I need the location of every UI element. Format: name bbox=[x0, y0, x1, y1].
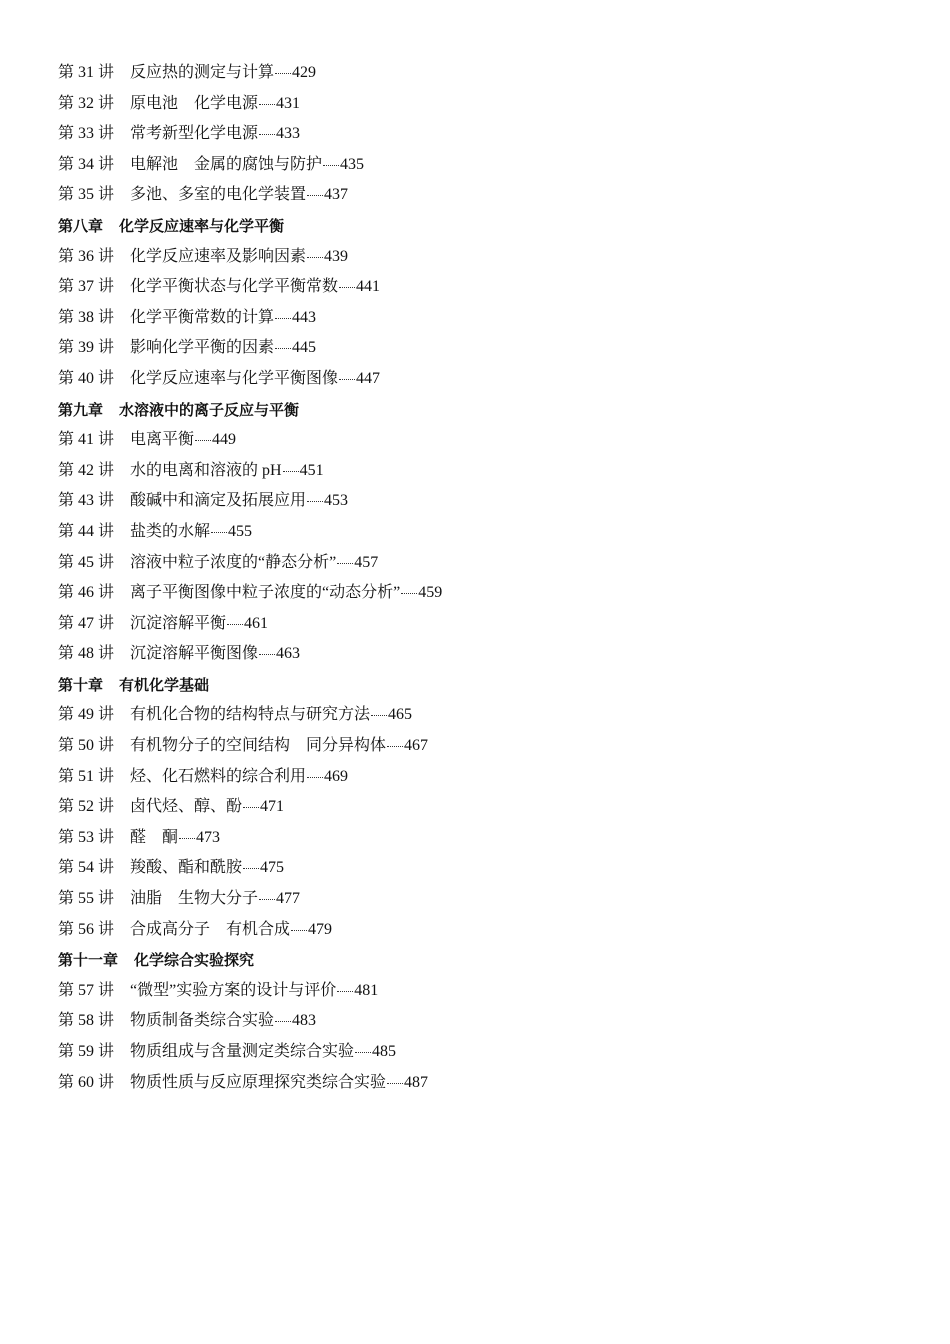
lesson-title: 油脂 生物大分子 bbox=[130, 890, 259, 908]
lesson-title: 物质性质与反应原理探究类综合实验 bbox=[130, 1073, 387, 1091]
lesson-number: 第 36 讲 bbox=[58, 247, 115, 265]
page-number: 473 bbox=[196, 828, 221, 846]
chapter-heading bbox=[58, 670, 918, 701]
dot-leader bbox=[227, 623, 243, 625]
dot-leader bbox=[339, 286, 355, 288]
lesson-title: 电离平衡 bbox=[130, 431, 195, 449]
page-number: 449 bbox=[212, 431, 237, 449]
dot-leader bbox=[275, 347, 291, 349]
dot-leader bbox=[259, 133, 275, 135]
page-number: 463 bbox=[276, 645, 301, 663]
lesson-title: 烃、化石燃料的综合利用 bbox=[130, 767, 307, 785]
page-number: 465 bbox=[388, 706, 413, 724]
dot-leader bbox=[355, 1051, 371, 1053]
dot-leader bbox=[275, 1020, 291, 1022]
lesson-number: 第 51 讲 bbox=[58, 767, 115, 785]
chapter-title: 化学综合实验探究 bbox=[134, 951, 255, 970]
lesson-title: 化学平衡状态与化学平衡常数 bbox=[130, 278, 339, 296]
page-number: 471 bbox=[260, 798, 285, 816]
dot-leader bbox=[259, 103, 275, 105]
lesson-title: 有机化合物的结构特点与研究方法 bbox=[130, 706, 371, 724]
lesson-title: 水的电离和溶液的 pH bbox=[130, 461, 282, 479]
lesson-title: 影响化学平衡的因素 bbox=[130, 339, 275, 357]
toc-entry bbox=[58, 578, 918, 609]
lesson-title: 常考新型化学电源 bbox=[130, 125, 259, 143]
toc-entry bbox=[58, 853, 918, 884]
page-number: 469 bbox=[324, 767, 349, 785]
chapter-title: 有机化学基础 bbox=[119, 675, 210, 694]
dot-leader bbox=[387, 1082, 403, 1084]
dot-leader bbox=[307, 500, 323, 502]
toc-entry bbox=[58, 976, 918, 1007]
toc-entry bbox=[58, 89, 918, 120]
toc-entry bbox=[58, 425, 918, 456]
lesson-title: 合成高分子 有机合成 bbox=[130, 920, 291, 938]
toc-entry bbox=[58, 119, 918, 150]
dot-leader bbox=[337, 990, 353, 992]
lesson-number: 第 47 讲 bbox=[58, 614, 115, 632]
lesson-number: 第 58 讲 bbox=[58, 1012, 115, 1030]
toc-entry bbox=[58, 792, 918, 823]
chapter-heading bbox=[58, 945, 918, 976]
dot-leader bbox=[307, 194, 323, 196]
lesson-title: 物质制备类综合实验 bbox=[130, 1012, 275, 1030]
dot-leader bbox=[179, 837, 195, 839]
lesson-number: 第 43 讲 bbox=[58, 492, 115, 510]
toc-entry bbox=[58, 456, 918, 487]
dot-leader bbox=[323, 164, 339, 166]
lesson-title: 电解池 金属的腐蚀与防护 bbox=[130, 155, 323, 173]
page-number: 475 bbox=[260, 859, 285, 877]
dot-leader bbox=[243, 867, 259, 869]
toc-entry bbox=[58, 364, 918, 395]
lesson-title: 离子平衡图像中粒子浓度的“动态分析” bbox=[130, 584, 401, 602]
toc-entry bbox=[58, 58, 918, 89]
page-number: 485 bbox=[372, 1043, 397, 1060]
lesson-number: 第 53 讲 bbox=[58, 828, 115, 846]
toc-entry bbox=[58, 823, 918, 854]
lesson-title: 化学平衡常数的计算 bbox=[130, 308, 275, 326]
lesson-title: 盐类的水解 bbox=[130, 522, 211, 540]
lesson-number: 第 38 讲 bbox=[58, 308, 115, 326]
chapter-number: 第九章 bbox=[58, 400, 104, 419]
page-number: 461 bbox=[244, 614, 269, 632]
lesson-number: 第 46 讲 bbox=[58, 584, 115, 602]
page-number: 487 bbox=[404, 1073, 429, 1091]
lesson-number: 第 40 讲 bbox=[58, 369, 115, 387]
lesson-title: 沉淀溶解平衡图像 bbox=[130, 645, 259, 663]
dot-leader bbox=[195, 439, 211, 441]
page-number: 443 bbox=[292, 308, 317, 326]
page-number: 429 bbox=[292, 64, 317, 81]
page-number: 481 bbox=[354, 981, 379, 999]
lesson-title: 化学反应速率与化学平衡图像 bbox=[130, 369, 339, 387]
toc-entry bbox=[58, 272, 918, 303]
lesson-title: 原电池 化学电源 bbox=[130, 94, 259, 112]
chapter-number: 第八章 bbox=[58, 216, 104, 235]
lesson-number: 第 44 讲 bbox=[58, 522, 115, 540]
lesson-number: 第 37 讲 bbox=[58, 278, 115, 296]
page-number: 451 bbox=[299, 461, 324, 479]
toc-entry bbox=[58, 1037, 918, 1068]
dot-leader bbox=[339, 378, 355, 380]
lesson-number: 第 55 讲 bbox=[58, 890, 115, 908]
lesson-number: 第 49 讲 bbox=[58, 706, 115, 724]
dot-leader bbox=[275, 72, 291, 74]
lesson-title: 沉淀溶解平衡 bbox=[130, 614, 227, 632]
lesson-title: 多池、多室的电化学装置 bbox=[130, 186, 307, 204]
lesson-number: 第 35 讲 bbox=[58, 186, 115, 204]
lesson-title: 卤代烃、醇、酚 bbox=[130, 798, 243, 816]
toc-entry bbox=[58, 731, 918, 762]
dot-leader bbox=[243, 806, 259, 808]
toc-entry bbox=[58, 180, 918, 211]
lesson-number: 第 34 讲 bbox=[58, 155, 115, 173]
toc-entry bbox=[58, 486, 918, 517]
lesson-title: 物质组成与含量测定类综合实验 bbox=[130, 1043, 355, 1060]
lesson-title: 醛 酮 bbox=[130, 828, 179, 846]
page-number: 441 bbox=[356, 278, 381, 296]
chapter-number: 第十章 bbox=[58, 675, 104, 694]
page-number: 477 bbox=[276, 890, 301, 908]
chapter-heading bbox=[58, 395, 918, 426]
toc-entry bbox=[58, 517, 918, 548]
page-number: 453 bbox=[324, 492, 349, 510]
lesson-number: 第 33 讲 bbox=[58, 125, 115, 143]
lesson-number: 第 56 讲 bbox=[58, 920, 115, 938]
toc-entry bbox=[58, 548, 918, 579]
toc-entry bbox=[58, 884, 918, 915]
lesson-number: 第 41 讲 bbox=[58, 431, 115, 449]
lesson-number: 第 42 讲 bbox=[58, 461, 115, 479]
lesson-title: 溶液中粒子浓度的“静态分析” bbox=[130, 553, 337, 571]
page-number: 455 bbox=[228, 522, 253, 540]
toc-entry bbox=[58, 609, 918, 640]
toc-entry bbox=[58, 150, 918, 181]
toc-entry bbox=[58, 333, 918, 364]
lesson-number: 第 32 讲 bbox=[58, 94, 115, 112]
toc-entry bbox=[58, 915, 918, 946]
lesson-number: 第 57 讲 bbox=[58, 981, 115, 999]
page-number: 467 bbox=[404, 737, 429, 755]
lesson-title: 反应热的测定与计算 bbox=[130, 64, 275, 81]
lesson-title: 酸碱中和滴定及拓展应用 bbox=[130, 492, 307, 510]
lesson-title: “微型”实验方案的设计与评价 bbox=[130, 981, 337, 999]
dot-leader bbox=[283, 470, 299, 472]
toc-entry bbox=[58, 242, 918, 273]
dot-leader bbox=[337, 562, 353, 564]
table-of-contents bbox=[58, 58, 918, 1098]
page-number: 479 bbox=[308, 920, 333, 938]
page-number: 433 bbox=[276, 125, 301, 143]
dot-leader bbox=[307, 256, 323, 258]
toc-entry bbox=[58, 762, 918, 793]
lesson-number: 第 50 讲 bbox=[58, 737, 115, 755]
chapter-title: 水溶液中的离子反应与平衡 bbox=[119, 400, 300, 419]
page-number: 437 bbox=[324, 186, 349, 204]
lesson-number: 第 54 讲 bbox=[58, 859, 115, 877]
page-number: 447 bbox=[356, 369, 381, 387]
toc-entry bbox=[58, 700, 918, 731]
dot-leader bbox=[211, 531, 227, 533]
lesson-number: 第 60 讲 bbox=[58, 1073, 115, 1091]
dot-leader bbox=[291, 929, 307, 931]
toc-entry bbox=[58, 1006, 918, 1037]
dot-leader bbox=[401, 592, 417, 594]
chapter-title: 化学反应速率与化学平衡 bbox=[119, 216, 285, 235]
page-number: 483 bbox=[292, 1012, 317, 1030]
lesson-number: 第 52 讲 bbox=[58, 798, 115, 816]
chapter-number: 第十一章 bbox=[58, 951, 119, 970]
lesson-number: 第 48 讲 bbox=[58, 645, 115, 663]
page-number: 457 bbox=[354, 553, 379, 571]
lesson-title: 化学反应速率及影响因素 bbox=[130, 247, 307, 265]
dot-leader bbox=[259, 898, 275, 900]
dot-leader bbox=[371, 714, 387, 716]
toc-entry bbox=[58, 639, 918, 670]
lesson-title: 羧酸、酯和酰胺 bbox=[130, 859, 243, 877]
dot-leader bbox=[387, 745, 403, 747]
dot-leader bbox=[307, 776, 323, 778]
page-number: 435 bbox=[340, 155, 365, 173]
dot-leader bbox=[275, 317, 291, 319]
chapter-heading bbox=[58, 211, 918, 242]
lesson-number: 第 39 讲 bbox=[58, 339, 115, 357]
lesson-number: 第 59 讲 bbox=[58, 1043, 115, 1060]
toc-entry bbox=[58, 303, 918, 334]
lesson-title: 有机物分子的空间结构 同分异构体 bbox=[130, 737, 387, 755]
lesson-number: 第 45 讲 bbox=[58, 553, 115, 571]
lesson-number: 第 31 讲 bbox=[58, 64, 115, 81]
toc-entry bbox=[58, 1068, 918, 1099]
dot-leader bbox=[259, 653, 275, 655]
page-number: 459 bbox=[418, 584, 443, 602]
page-number: 439 bbox=[324, 247, 349, 265]
page-number: 445 bbox=[292, 339, 317, 357]
page-number: 431 bbox=[276, 94, 301, 112]
